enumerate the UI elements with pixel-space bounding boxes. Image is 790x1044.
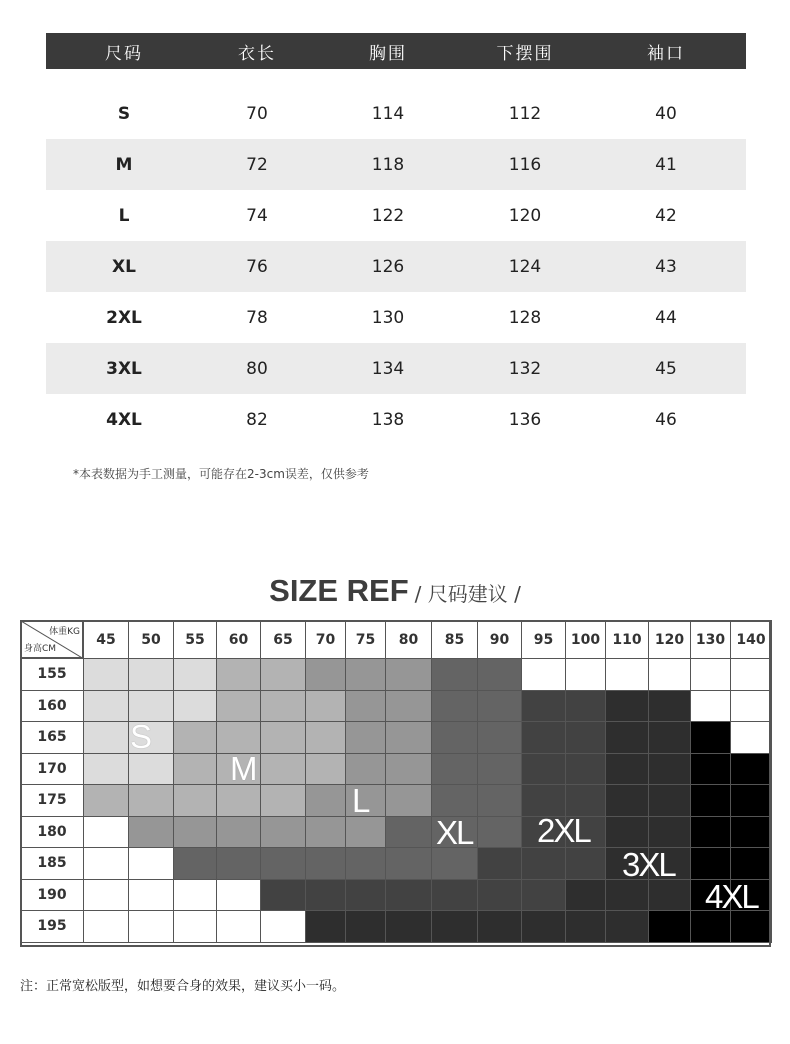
size-zone-cell — [477, 816, 522, 849]
fit-advice-note: 注：正常宽松版型，如想要合身的效果，建议买小一码。 — [20, 979, 346, 994]
size-zone-cell — [385, 879, 432, 912]
size-zone-cell — [730, 784, 772, 817]
size-zone-cell — [260, 847, 306, 880]
size-zone-cell — [128, 816, 174, 849]
size-zone-cell — [173, 879, 217, 912]
weight-header: 90 — [477, 620, 522, 659]
size-zone-cell — [345, 721, 386, 754]
weight-header: 60 — [216, 620, 261, 659]
size-zone-cell — [83, 910, 129, 943]
height-header: 185 — [20, 847, 84, 880]
size-zone-cell — [385, 658, 432, 691]
measure-cell: 70 — [246, 103, 268, 124]
size-zone-cell — [690, 784, 731, 817]
size-zone-cell — [648, 784, 691, 817]
size-zone-cell — [730, 816, 772, 849]
size-zone-cell — [305, 721, 346, 754]
size-measurement-table — [46, 33, 746, 445]
height-header: 170 — [20, 753, 84, 786]
size-zone-cell — [431, 784, 478, 817]
size-zone-cell — [431, 753, 478, 786]
size-zone-cell — [216, 721, 261, 754]
measure-cell: 132 — [508, 358, 542, 379]
header-chest: 胸围 — [369, 43, 407, 64]
table-row — [46, 190, 746, 241]
weight-header: 110 — [605, 620, 649, 659]
size-zone-cell — [83, 879, 129, 912]
measure-cell: 122 — [371, 205, 405, 226]
measure-cell: 45 — [655, 358, 677, 379]
size-zone-cell — [128, 784, 174, 817]
size-zone-cell — [648, 910, 691, 943]
size-zone-cell — [690, 816, 731, 849]
size-zone-cell — [521, 847, 566, 880]
size-zone-cell — [477, 658, 522, 691]
size-zone-cell — [83, 690, 129, 723]
size-zone-cell — [216, 784, 261, 817]
size-zone-cell — [345, 690, 386, 723]
size-zone-cell — [173, 910, 217, 943]
size-zone-cell — [521, 753, 566, 786]
size-zone-cell — [521, 658, 566, 691]
measure-cell: 120 — [508, 205, 542, 226]
height-axis-label: 身高CM — [24, 644, 57, 654]
measure-cell: 126 — [371, 256, 405, 277]
size-zone-cell — [648, 721, 691, 754]
size-zone-cell — [216, 816, 261, 849]
size-zone-cell — [477, 721, 522, 754]
measure-cell: 74 — [246, 205, 268, 226]
measure-cell: 128 — [508, 307, 542, 328]
size-zone-cell — [216, 658, 261, 691]
size-cell: XL — [112, 256, 136, 277]
size-zone-cell — [565, 690, 606, 723]
size-zone-cell — [216, 910, 261, 943]
table-row — [46, 292, 746, 343]
size-zone-cell — [345, 753, 386, 786]
table-row — [46, 343, 746, 394]
height-header: 190 — [20, 879, 84, 912]
size-cell: 3XL — [106, 358, 142, 379]
size-zone-cell — [173, 784, 217, 817]
size-zone-cell — [385, 690, 432, 723]
size-zone-cell — [216, 847, 261, 880]
measure-cell: 82 — [246, 409, 268, 430]
size-zone-cell — [431, 910, 478, 943]
height-header: 160 — [20, 690, 84, 723]
size-zone-cell — [521, 721, 566, 754]
measure-cell: 44 — [655, 307, 677, 328]
weight-axis-label: 体重KG — [49, 627, 80, 637]
size-zone-cell — [260, 721, 306, 754]
size-zone-cell — [260, 879, 306, 912]
size-zone-cell — [385, 816, 432, 849]
size-zone-cell — [648, 753, 691, 786]
size-zone-cell — [477, 910, 522, 943]
size-zone-cell — [605, 816, 649, 849]
size-zone-cell — [477, 879, 522, 912]
size-zone-cell — [305, 910, 346, 943]
size-zone-cell — [128, 847, 174, 880]
size-zone-cell — [305, 784, 346, 817]
size-zone-cell — [605, 658, 649, 691]
size-zone-cell — [477, 753, 522, 786]
measurement-note: *本表数据为手工测量，可能存在2-3cm误差，仅供参考 — [73, 467, 369, 481]
size-zone-cell — [305, 690, 346, 723]
measure-cell: 43 — [655, 256, 677, 277]
size-zone-cell — [648, 690, 691, 723]
size-zone-cell — [305, 753, 346, 786]
measure-cell: 130 — [371, 307, 405, 328]
table-row — [46, 241, 746, 292]
size-zone-cell — [690, 690, 731, 723]
size-zone-cell — [83, 816, 129, 849]
size-zone-cell — [128, 910, 174, 943]
weight-header: 100 — [565, 620, 606, 659]
size-zone-cell — [565, 910, 606, 943]
size-zone-cell — [173, 690, 217, 723]
zone-label: 4XL — [705, 878, 758, 915]
size-zone-cell — [385, 847, 432, 880]
size-zone-cell — [260, 910, 306, 943]
measure-cell: 124 — [508, 256, 542, 277]
measure-cell: 116 — [508, 154, 542, 175]
weight-header: 130 — [690, 620, 731, 659]
size-zone-cell — [477, 847, 522, 880]
measure-cell: 118 — [371, 154, 405, 175]
size-zone-cell — [260, 784, 306, 817]
size-zone-cell — [521, 879, 566, 912]
zone-label: 2XL — [537, 812, 590, 849]
table-header-row — [46, 33, 746, 69]
measure-cell: 114 — [371, 103, 405, 124]
measure-cell: 78 — [246, 307, 268, 328]
size-zone-cell — [605, 690, 649, 723]
size-zone-cell — [648, 816, 691, 849]
size-zone-cell — [730, 847, 772, 880]
size-zone-cell — [128, 658, 174, 691]
grid-corner — [20, 620, 83, 658]
size-zone-cell — [173, 847, 217, 880]
size-cell: L — [118, 205, 130, 226]
size-cell: M — [115, 154, 133, 175]
zone-label: 3XL — [622, 846, 675, 883]
size-zone-cell — [565, 721, 606, 754]
measure-cell: 46 — [655, 409, 677, 430]
size-zone-cell — [128, 879, 174, 912]
height-header: 195 — [20, 910, 84, 943]
zone-label: M — [230, 750, 256, 787]
height-header: 155 — [20, 658, 84, 691]
weight-header: 120 — [648, 620, 691, 659]
height-header: 165 — [20, 721, 84, 754]
measure-cell: 72 — [246, 154, 268, 175]
size-zone-cell — [385, 721, 432, 754]
size-ref-title-main: SIZE REF — [269, 573, 409, 608]
header-length: 衣长 — [238, 43, 276, 64]
size-zone-cell — [521, 690, 566, 723]
zone-label: XL — [436, 814, 473, 851]
size-zone-cell — [477, 690, 522, 723]
weight-header: 45 — [83, 620, 129, 659]
size-zone-cell — [173, 721, 217, 754]
size-zone-cell — [648, 658, 691, 691]
size-zone-cell — [385, 753, 432, 786]
size-zone-cell — [173, 658, 217, 691]
zone-label: S — [130, 718, 151, 755]
size-zone-cell — [605, 721, 649, 754]
size-zone-cell — [260, 690, 306, 723]
measure-cell: 42 — [655, 205, 677, 226]
header-hem: 下摆围 — [496, 43, 554, 64]
size-zone-cell — [690, 847, 731, 880]
size-zone-cell — [730, 721, 772, 754]
size-zone-cell — [260, 658, 306, 691]
table-row — [46, 88, 746, 139]
size-zone-cell — [305, 658, 346, 691]
weight-header: 65 — [260, 620, 306, 659]
size-zone-cell — [305, 879, 346, 912]
size-zone-cell — [565, 658, 606, 691]
size-zone-cell — [345, 816, 386, 849]
size-zone-cell — [305, 847, 346, 880]
size-zone-cell — [431, 879, 478, 912]
measure-cell: 76 — [246, 256, 268, 277]
size-cell: 4XL — [106, 409, 142, 430]
measure-cell: 41 — [655, 154, 677, 175]
size-zone-cell — [730, 658, 772, 691]
size-cell: 2XL — [106, 307, 142, 328]
size-zone-cell — [690, 658, 731, 691]
size-zone-cell — [521, 910, 566, 943]
size-zone-cell — [690, 753, 731, 786]
table-row — [46, 139, 746, 190]
size-zone-cell — [345, 910, 386, 943]
size-zone-cell — [345, 658, 386, 691]
size-zone-cell — [216, 690, 261, 723]
size-zone-cell — [216, 879, 261, 912]
weight-header: 70 — [305, 620, 346, 659]
size-zone-cell — [605, 784, 649, 817]
size-zone-cell — [83, 721, 129, 754]
size-zone-cell — [605, 753, 649, 786]
weight-header: 75 — [345, 620, 386, 659]
size-zone-cell — [431, 690, 478, 723]
size-zone-cell — [477, 784, 522, 817]
weight-header: 55 — [173, 620, 217, 659]
height-header: 175 — [20, 784, 84, 817]
size-zone-cell — [83, 658, 129, 691]
size-zone-cell — [305, 816, 346, 849]
measure-cell: 136 — [508, 409, 542, 430]
size-zone-cell — [730, 753, 772, 786]
size-zone-cell — [690, 721, 731, 754]
size-cell: S — [117, 103, 131, 124]
size-zone-cell — [83, 753, 129, 786]
weight-header: 80 — [385, 620, 432, 659]
size-zone-cell — [431, 658, 478, 691]
size-zone-cell — [565, 847, 606, 880]
size-zone-cell — [605, 910, 649, 943]
measure-cell: 40 — [655, 103, 677, 124]
size-zone-cell — [385, 910, 432, 943]
size-zone-cell — [83, 847, 129, 880]
measure-cell: 80 — [246, 358, 268, 379]
size-zone-cell — [260, 753, 306, 786]
weight-header: 85 — [431, 620, 478, 659]
measure-cell: 138 — [371, 409, 405, 430]
measure-cell: 134 — [371, 358, 405, 379]
size-zone-cell — [128, 753, 174, 786]
height-header: 180 — [20, 816, 84, 849]
size-zone-cell — [431, 721, 478, 754]
size-zone-cell — [565, 753, 606, 786]
size-zone-cell — [260, 816, 306, 849]
table-row — [46, 394, 746, 445]
weight-header: 50 — [128, 620, 174, 659]
size-zone-cell — [173, 753, 217, 786]
header-size: 尺码 — [105, 43, 143, 64]
size-ref-title — [0, 573, 790, 609]
size-ref-title-sub: / 尺码建议 / — [414, 582, 521, 606]
size-zone-cell — [385, 784, 432, 817]
size-zone-cell — [730, 690, 772, 723]
measure-cell: 112 — [508, 103, 542, 124]
size-zone-cell — [83, 784, 129, 817]
size-zone-cell — [345, 879, 386, 912]
zone-label: L — [352, 782, 369, 819]
size-zone-cell — [565, 879, 606, 912]
header-cuff: 袖口 — [647, 43, 685, 64]
weight-header: 140 — [730, 620, 772, 659]
size-zone-cell — [173, 816, 217, 849]
size-recommendation-grid — [20, 620, 771, 947]
size-zone-cell — [345, 847, 386, 880]
weight-header: 95 — [521, 620, 566, 659]
